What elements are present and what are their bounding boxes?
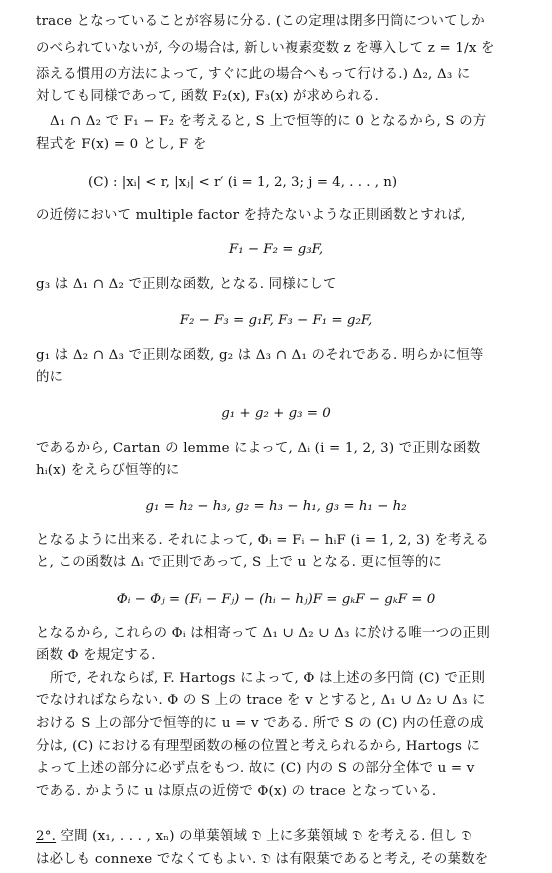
text-line: となるように出来る. それによって, Φᵢ = Fᵢ − hᵢF (i = 1, 2, 3) を考える [36, 533, 489, 548]
text-line: 分は, (C) における有理型函数の極の位置と考えられるから, Hartogs に [36, 739, 481, 754]
text-line: 添える慣用の方法によって, すぐに此の場合へもって行ける.) Δ₂, Δ₃ に [36, 67, 471, 82]
text-line: となるから, これらの Φᵢ は相寄って Δ₁ ∪ Δ₂ ∪ Δ₃ に於ける唯一つの正則 [36, 626, 490, 641]
text-line: の近傍において multiple factor を持たないような正則函数とすれば, [36, 208, 466, 223]
text-line: Δ₁ ∩ Δ₂ で F₁ − F₂ を考えると, S 上で恒等的に 0 となるから, S の方 [50, 114, 487, 129]
text-line: 程式を F(x) = 0 とし, F を [36, 137, 207, 152]
text-line: 対しても同様であって, 函数 F₂(x), F₃(x) が求められる. [36, 89, 380, 104]
text-line: 所で, それならば, F. Hartogs によって, Φ は上述の多円筒 (C) で正則 [50, 671, 486, 686]
section-number: 2°. [36, 829, 57, 844]
equation: F₁ − F₂ = g₃F, [228, 242, 324, 257]
text-line: は必しも connexe でなくてもよい. 𝔇 は有限葉であると考え, その葉数を [36, 852, 489, 867]
text-line: 函数 Φ を規定する. [36, 648, 156, 663]
text-line: hᵢ(x) をえらび恒等的に [36, 463, 180, 478]
equation: Φᵢ − Φⱼ = (Fᵢ − Fⱼ) − (hᵢ − hⱼ)F = gₖF − gₖF = 0 [116, 592, 436, 607]
section-text: 空間 (x₁, . . . , xₙ) の単葉領域 𝔇 上に多葉領域 𝔇 を考える. 但し 𝔇 [60, 829, 472, 844]
equation: F₂ − F₃ = g₁F, F₃ − F₁ = g₂F, [179, 313, 373, 328]
text-line: おける S 上の部分で恒等的に u = v である. 所で S の (C) 内の任意の成 [36, 716, 484, 731]
text-line: よって上述の部分に必ず点をもつ. 故に (C) 内の S の部分全体で u = v [36, 761, 475, 776]
text-line: g₃ は Δ₁ ∩ Δ₂ で正則な函数, となる. 同様にして [36, 277, 337, 292]
condition-C: (C) : |xᵢ| < r, |xⱼ| < r′ (i = 1, 2, 3; j = 4, . . . , n) [88, 175, 398, 190]
equation: g₁ + g₂ + g₃ = 0 [221, 406, 331, 421]
text-line: g₁ は Δ₂ ∩ Δ₃ で正則な函数, g₂ は Δ₃ ∩ Δ₁ のそれである. 明らかに恒等 [36, 348, 484, 363]
text-line: 的に [36, 370, 64, 385]
text-line: trace となっていることが容易に分る. (この定理は閉多円筒についてしか [36, 14, 485, 29]
text-line: と, この函数は Δᵢ で正則であって, S 上で u となる. 更に恒等的に [36, 555, 443, 570]
equation: g₁ = h₂ − h₃, g₂ = h₃ − h₁, g₃ = h₁ − h₂ [145, 499, 407, 514]
text-line: のべられていないが, 今の場合は, 新しい複素変数 z を導入して z = 1/x を [36, 41, 495, 56]
section-line [36, 828, 516, 846]
text-line: でなければならない. Φ の S 上の trace を v とすると, Δ₁ ∪ Δ₂ ∪ Δ₃ に [36, 693, 486, 708]
text-line: であるから, Cartan の lemme によって, Δᵢ (i = 1, 2, 3) で正則な函数 [36, 441, 481, 456]
text-line: である. かように u は原点の近傍で Φ(x) の trace となっている. [36, 784, 437, 799]
